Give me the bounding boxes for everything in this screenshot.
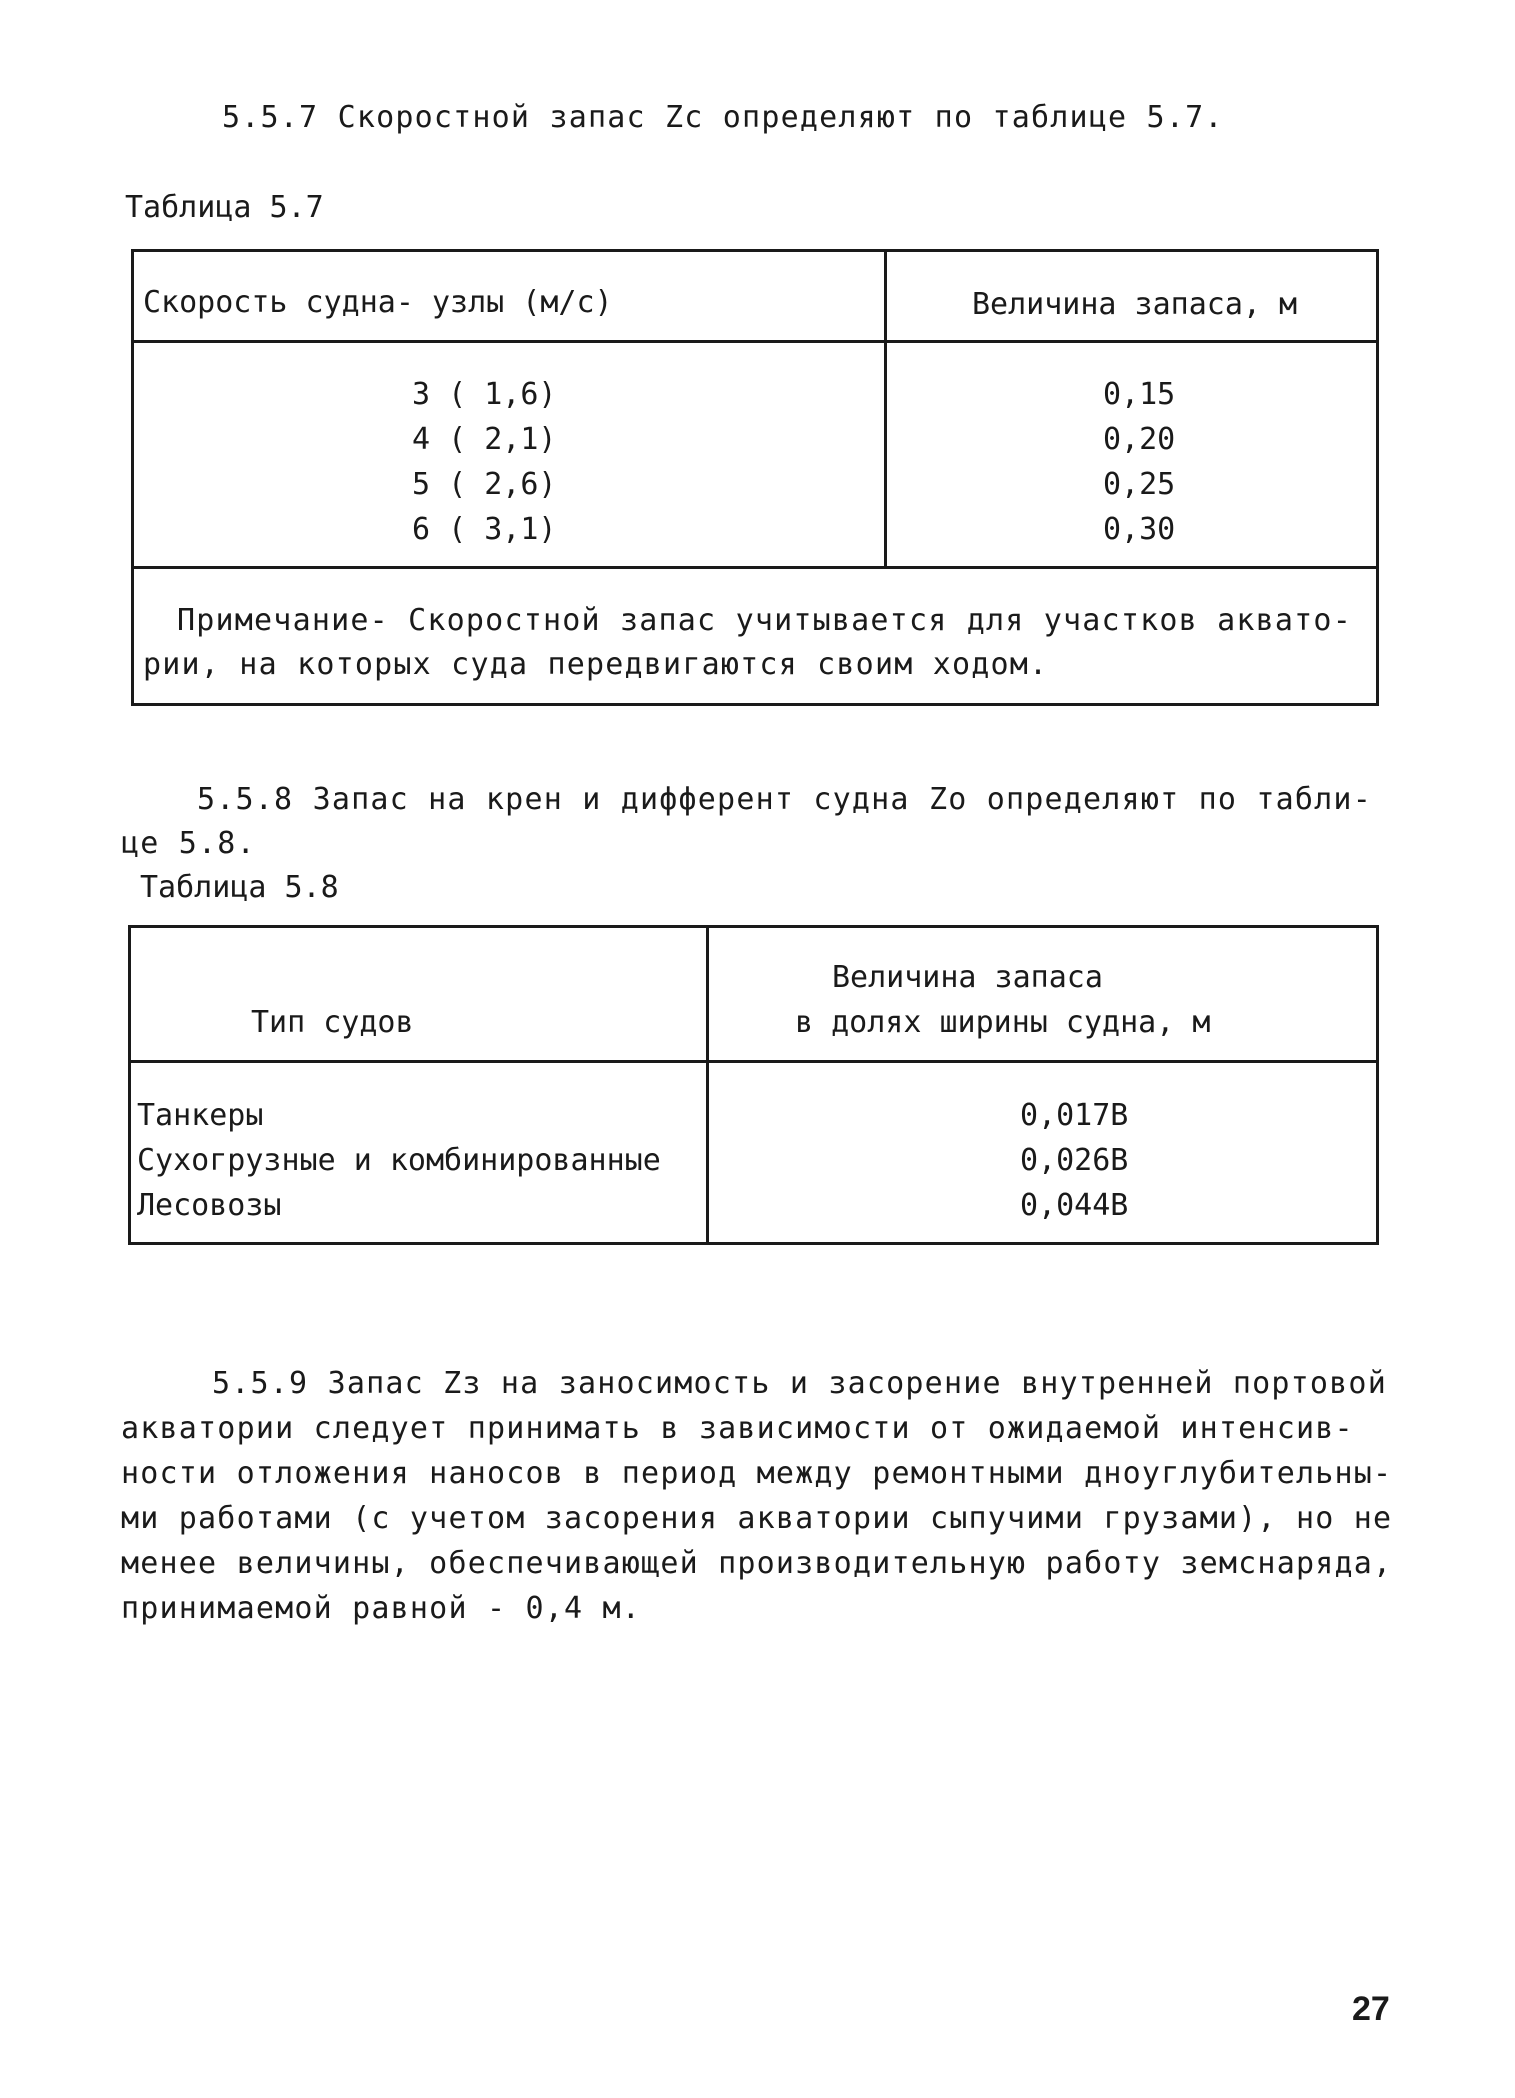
table-5-7-header-reserve: Величина запаса, м: [972, 287, 1298, 322]
table-5-8-header-reserve-line-2: в долях ширины судна, м: [795, 1005, 1211, 1040]
section-5-5-8-line-1: 5.5.8 Запас на крен и дифферент судна Zо определяют по табли-: [197, 782, 1372, 817]
table-5-8-header-reserve-line-1: Величина запаса: [832, 960, 1103, 995]
section-5-5-9-line-3: ности отложения наносов в период между ремонтными дноуглубительны-: [121, 1456, 1393, 1491]
section-5-5-9-line-2: акватории следует принимать в зависимости от ожидаемой интенсив-: [121, 1411, 1354, 1446]
table-5-7-column-divider: [884, 249, 887, 569]
page-number: 27: [1352, 1990, 1390, 2028]
table-row-reserve: 0,15: [1103, 377, 1176, 412]
table-5-7-note-line-2: рии, на которых суда передвигаются своим ходом.: [143, 647, 1049, 682]
table-5-8-frame: [128, 925, 1379, 1245]
table-row-reserve: 0,25: [1103, 467, 1176, 502]
table-5-8-caption: Таблица 5.8: [140, 870, 339, 905]
table-5-7-header-divider: [131, 340, 1379, 343]
section-5-5-8-line-2: це 5.8.: [121, 826, 256, 861]
table-row-reserve: 0,20: [1103, 422, 1176, 457]
table-5-7-caption: Таблица 5.7: [125, 190, 324, 225]
table-5-7-header-speed: Скорость судна- узлы (м/с): [143, 285, 613, 320]
table-row-speed: 5 ( 2,6): [412, 467, 557, 502]
table-row-reserve: 0,30: [1103, 512, 1176, 547]
table-row-reserve: 0,026В: [1020, 1143, 1129, 1178]
table-5-8-header-divider: [128, 1060, 1379, 1063]
table-5-8-column-divider: [706, 925, 709, 1245]
section-5-5-9-line-6: принимаемой равной - 0,4 м.: [121, 1591, 642, 1626]
table-row-type: Танкеры: [137, 1098, 264, 1133]
section-5-5-9-line-1: 5.5.9 Запас Zз на заносимость и засорение внутренней портовой: [212, 1366, 1387, 1401]
section-5-5-9-line-5: менее величины, обеспечивающей производительную работу земснаряда,: [121, 1546, 1393, 1581]
table-row-speed: 3 ( 1,6): [412, 377, 557, 412]
table-row-type: Лесовозы: [137, 1188, 282, 1223]
table-row-reserve: 0,044В: [1020, 1188, 1129, 1223]
table-row-speed: 6 ( 3,1): [412, 512, 557, 547]
table-5-7-note-line-1: Примечание- Скоростной запас учитывается для участков аквато-: [177, 603, 1352, 638]
table-5-8-header-type: Тип судов: [251, 1005, 414, 1040]
section-5-5-7-text: 5.5.7 Скоростной запас Zс определяют по таблице 5.7.: [222, 100, 1224, 135]
section-5-5-9-line-4: ми работами (с учетом засорения акватории сыпучими грузами), но не: [121, 1501, 1393, 1536]
table-row-reserve: 0,017В: [1020, 1098, 1129, 1133]
table-5-7-note-divider: [131, 566, 1379, 569]
table-row-speed: 4 ( 2,1): [412, 422, 557, 457]
table-row-type: Сухогрузные и комбинированные: [137, 1143, 661, 1178]
